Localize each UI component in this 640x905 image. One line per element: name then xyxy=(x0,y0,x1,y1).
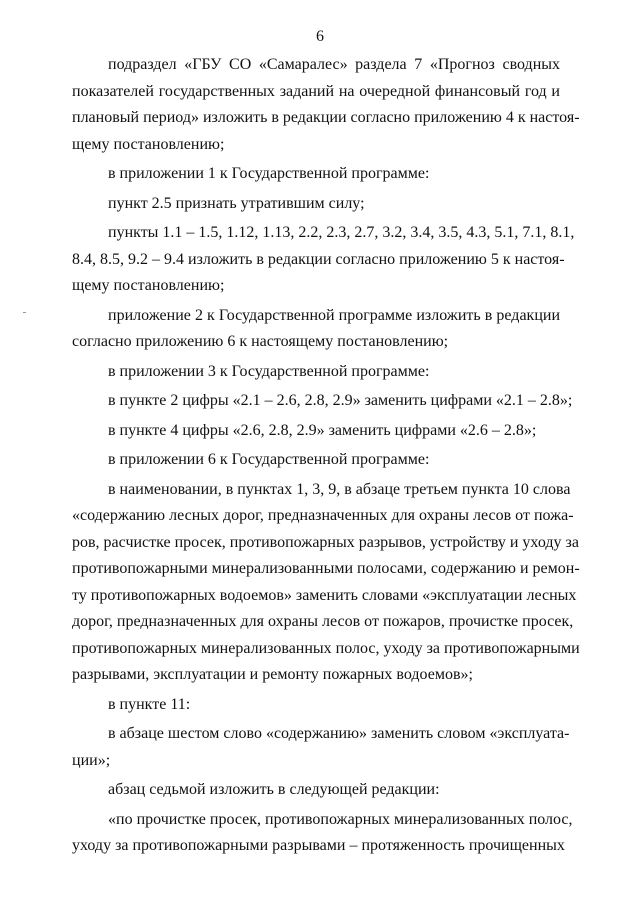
text-line: «по прочистке просек, противопожарных минерализованных полос, xyxy=(108,810,573,828)
text-line: ров, расчистке просек, противопожарных разрывов, устройству и уходу за xyxy=(72,533,579,551)
text-line: щему постановлению; xyxy=(72,277,225,294)
text-line: в пункте 4 цифры «2.6, 2.8, 2.9» заменить цифрами «2.6 – 2.8»; xyxy=(108,421,537,439)
document-body xyxy=(72,52,580,860)
page-number: 6 xyxy=(316,28,324,45)
text-line: 8.4, 8.5, 9.2 – 9.4 изложить в редакции согласно приложению 5 к настоя- xyxy=(72,250,565,268)
text-line: абзац седьмой изложить в следующей редакции: xyxy=(108,781,440,798)
text-line: «содержанию лесных дорог, предназначенных для охраны лесов от пожа- xyxy=(72,507,574,524)
text-line: в приложении 3 к Государственной программе: xyxy=(108,362,430,380)
scan-speck xyxy=(23,312,26,313)
text-line: разрывами, эксплуатации и ремонту пожарных водоемов»; xyxy=(72,666,473,683)
text-line: противопожарными минерализованными полосами, содержанию и ремон- xyxy=(72,560,580,577)
text-line: показателей государственных заданий на очередной финансовый год и xyxy=(72,82,560,100)
text-line: в пункте 2 цифры «2.1 – 2.6, 2.8, 2.9» заменить цифрами «2.1 – 2.8»; xyxy=(108,392,573,409)
text-line: приложение 2 к Государственной программе изложить в редакции xyxy=(108,306,560,324)
text-line: в абзаце шестом слово «содержанию» заменить словом «эксплуата- xyxy=(108,725,570,742)
text-line: противопожарных минерализованных полос, уходу за противопожарными xyxy=(72,639,580,657)
text-line: в пункте 11: xyxy=(108,695,191,713)
text-line: ту противопожарных водоемов» заменить словами «эксплуатации лесных xyxy=(72,586,577,604)
text-line: пункт 2.5 признать утратившим силу; xyxy=(108,194,365,212)
text-line: в приложении 6 к Государственной программе: xyxy=(108,451,430,468)
text-line: ции»; xyxy=(72,751,111,769)
text-line: в приложении 1 к Государственной программе: xyxy=(108,165,430,182)
text-line: подраздел «ГБУ СО «Самаралес» раздела 7 «Прогноз сводных xyxy=(108,56,560,73)
text-line: в наименовании, в пунктах 1, 3, 9, в абзаце третьем пункта 10 слова xyxy=(108,480,571,498)
text-line: плановый период» изложить в редакции согласно приложению 4 к настоя- xyxy=(72,109,580,126)
text-line: согласно приложению 6 к настоящему постановлению; xyxy=(72,333,449,350)
text-line: пункты 1.1 – 1.5, 1.12, 1.13, 2.2, 2.3, 2.7, 3.2, 3.4, 3.5, 4.3, 5.1, 7.1, 8.1, xyxy=(108,224,575,241)
text-line: дорог, предназначенных для охраны лесов от пожаров, прочистке просек, xyxy=(72,613,574,630)
text-line: щему постановлению; xyxy=(72,135,225,153)
text-line: уходу за противопожарными разрывами – протяженность прочищенных xyxy=(72,837,565,854)
